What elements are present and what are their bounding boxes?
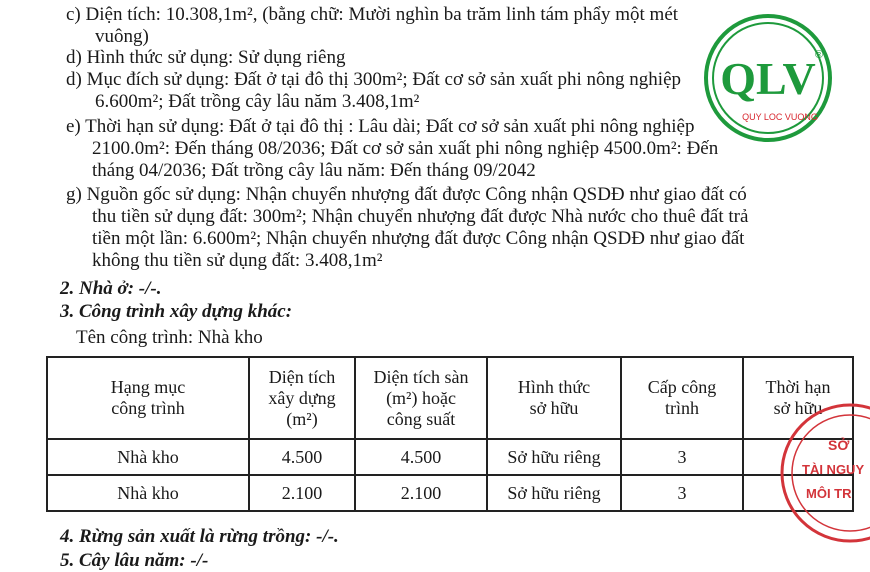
cell-built-area: 2.100	[249, 475, 355, 511]
term-line-cont1: 2100.0m²: Đến tháng 08/2036; Đất cơ sở sản xuất phi nông nghiệp 4500.0m²: Đến	[92, 138, 719, 159]
table-row	[47, 475, 853, 511]
origin-line-cont1: thu tiền sử dụng đất: 300m²; Nhận chuyển nhượng đất được Nhà nước cho thuê đất trả	[92, 206, 749, 227]
logo-letters: QLV	[720, 53, 816, 104]
col-header-built-area: Diện tích xây dựng (m²)	[249, 357, 355, 439]
svg-text:MÔI TR: MÔI TR	[806, 486, 852, 501]
cell-floor-area: 2.100	[355, 475, 487, 511]
section-3-heading: 3. Công trình xây dựng khác:	[60, 301, 293, 322]
purpose-line: d) Mục đích sử dụng: Đất ở tại đô thị 300m²; Đất cơ sở sản xuất phi nông nghiệp	[66, 69, 682, 90]
logo-tagline: QUY LOC VUONG	[742, 112, 818, 122]
section-4-heading: 4. Rừng sản xuất là rừng trồng: -/-.	[60, 526, 339, 547]
official-stamp-icon	[760, 398, 870, 548]
cell-category: Nhà kho	[47, 439, 249, 475]
col-header-grade: Cấp công trình	[621, 357, 743, 439]
section-5-heading: 5. Cây lâu năm: -/-	[60, 550, 209, 571]
col-header-ownership: Hình thức sở hữu	[487, 357, 621, 439]
qlv-logo-icon	[702, 12, 834, 144]
col-header-category: Hạng mục công trình	[47, 357, 249, 439]
cell-ownership: Sở hữu riêng	[487, 475, 621, 511]
construction-table	[46, 356, 854, 512]
origin-line-cont2: tiền một lần: 6.600m²; Nhận chuyển nhượng đất được Công nhận QSDĐ như giao đất	[92, 228, 745, 249]
col-header-floor-area: Diện tích sàn (m²) hoặc công suất	[355, 357, 487, 439]
cell-grade: 3	[621, 439, 743, 475]
purpose-line-cont: 6.600m²; Đất trồng cây lâu năm 3.408,1m²	[95, 91, 420, 112]
cell-floor-area: 4.500	[355, 439, 487, 475]
section-2-heading: 2. Nhà ở: -/-.	[60, 278, 162, 299]
origin-line: g) Nguồn gốc sử dụng: Nhận chuyển nhượng đất được Công nhận QSDĐ như giao đất có	[66, 184, 747, 205]
term-line-cont2: tháng 04/2036; Đất trồng cây lâu năm: Đến tháng 09/2042	[92, 160, 536, 181]
svg-text:TÀI NGUY: TÀI NGUY	[802, 462, 865, 477]
cell-grade: 3	[621, 475, 743, 511]
area-line: c) Diện tích: 10.308,1m², (bằng chữ: Mười nghìn ba trăm linh tám phẩy một mét	[66, 4, 679, 25]
table-row	[47, 439, 853, 475]
work-name: Tên công trình: Nhà kho	[76, 327, 263, 348]
cell-category: Nhà kho	[47, 475, 249, 511]
svg-text:®: ®	[815, 49, 824, 61]
origin-line-cont3: không thu tiền sử dụng đất: 3.408,1m²	[92, 250, 383, 271]
cell-ownership: Sở hữu riêng	[487, 439, 621, 475]
table-header-row	[47, 357, 853, 439]
term-line: e) Thời hạn sử dụng: Đất ở tại đô thị : Lâu dài; Đất cơ sở sản xuất phi nông nghiệp	[66, 116, 695, 137]
area-line-cont: vuông)	[95, 26, 149, 47]
col-header-term: Thời hạn sở hữu	[743, 357, 853, 439]
svg-text:SỞ: SỞ	[828, 437, 850, 453]
cell-built-area: 4.500	[249, 439, 355, 475]
usage-form-line: d) Hình thức sử dụng: Sử dụng riêng	[66, 47, 346, 68]
